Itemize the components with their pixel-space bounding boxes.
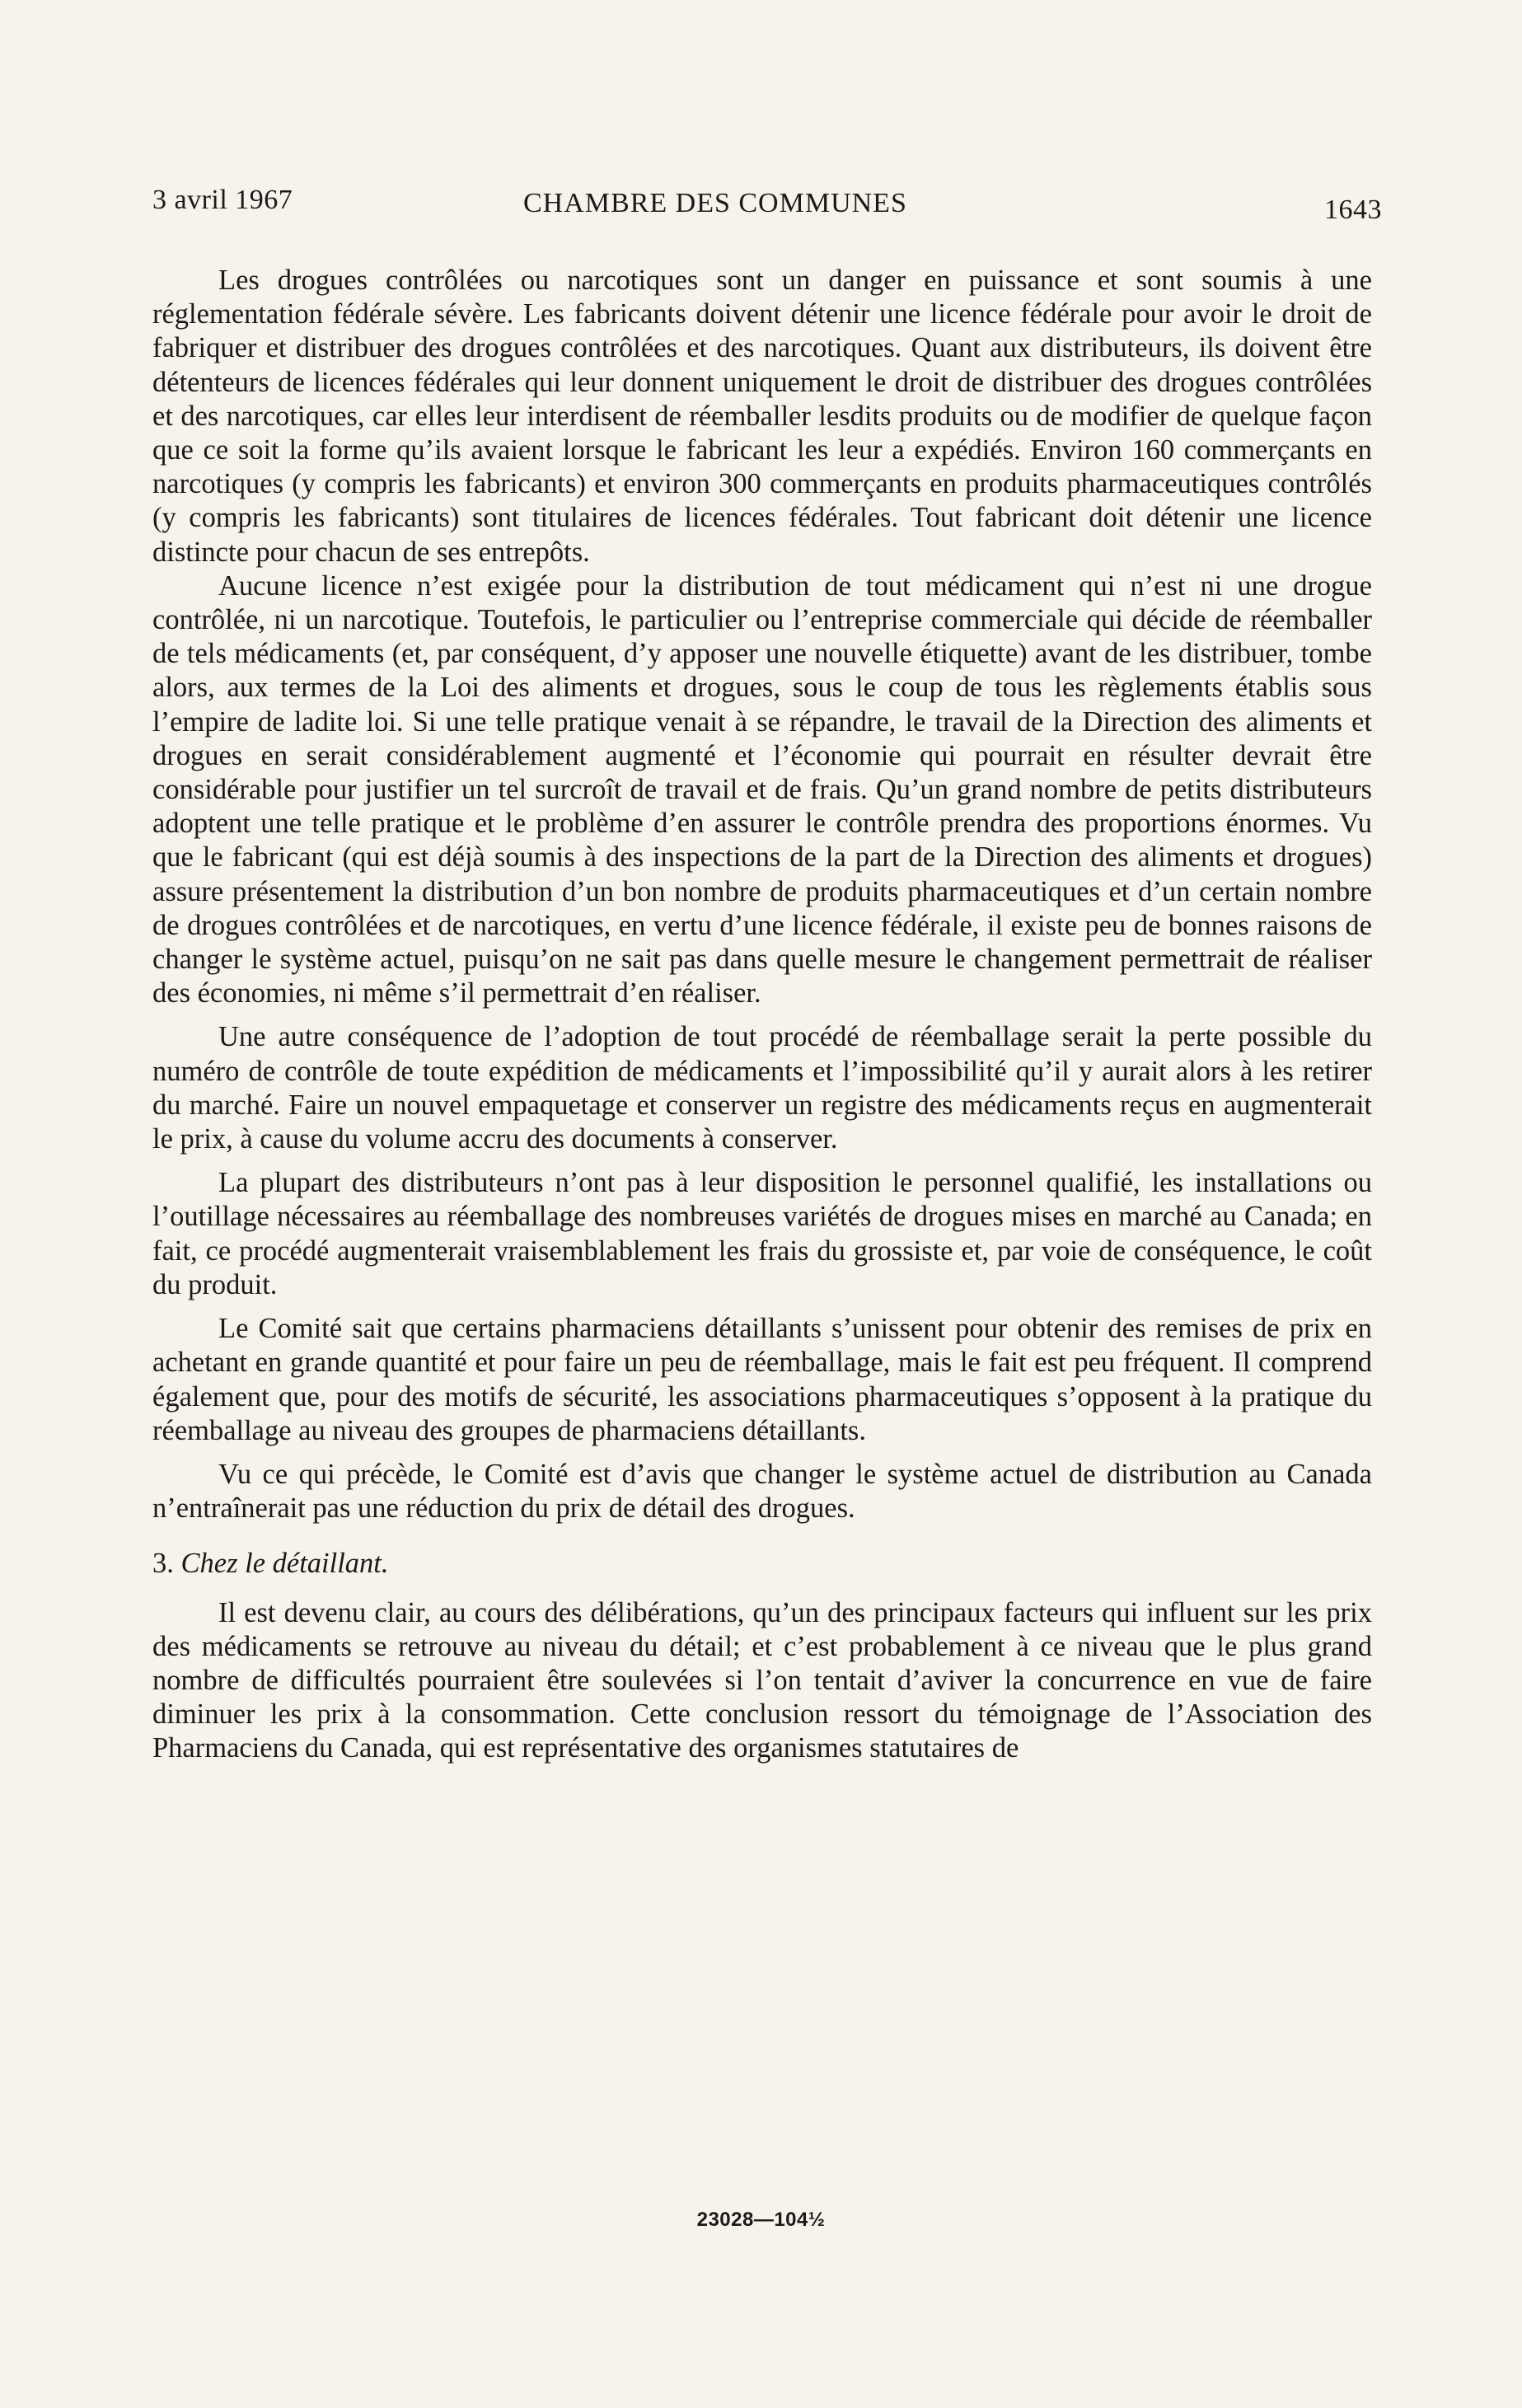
paragraph-committee-opinion: Vu ce qui précède, le Comité est d’avis que changer le système actuel de distribution au Canada n’entraînerait pas une réduction du prix de détail des drogues. bbox=[152, 1458, 1372, 1525]
header-chamber-title: CHAMBRE DES COMMUNES bbox=[523, 188, 907, 218]
section-title: Chez le détaillant. bbox=[180, 1548, 389, 1580]
paragraph-controlled-drugs: Les drogues contrôlées ou narcotiques sont un danger en puissance et sont soumis à une réglementation fédérale sévère. Les fabricants doivent détenir une licence fédérale pour avoir le droit de fabriquer et distribuer des drogues contrôlées et des narcotiques. Quant aux distributeurs, ils doivent être détenteurs de licences fédérales qui leur donnent uniquement le droit de distribuer des drogues contrôlées et des narcotiques, car elles leur interdisent de réemballer lesdits produits ou de modifier de quelque façon que ce soit la forme qu’ils avaient lorsque le fabricant les leur a expédiés. Environ 160 commerçants en narcotiques (y compris les fabricants) et environ 300 commerçants en produits pharmaceutiques contrôlés (y compris les fabricants) sont titulaires de licences fédérales. Tout fabricant doit détenir une licence distincte pour chacun de ses entrepôts. bbox=[152, 265, 1372, 568]
running-head bbox=[152, 180, 1382, 229]
printer-signature: 23028—104½ bbox=[696, 2209, 826, 2231]
paragraph-distributors-staff: La plupart des distributeurs n’ont pas à leur disposition le personnel qualifié, les installations ou l’outillage nécessaires au réemballage des nombreuses variétés de drogues mises en marché au Canada; en fait, ce procédé augmenterait vraisemblablement les frais du grossiste et, par voie de conséquence, le coût du produit. bbox=[152, 1167, 1372, 1300]
paragraph-repackaging-consequence: Une autre conséquence de l’adoption de tout procédé de réemballage serait la perte possible du numéro de contrôle de toute expédition de médicaments et l’impossibilité qu’il y aurait alors à les retirer du marché. Faire un nouvel empaquetage et conserver un registre des médicaments reçus en augmenterait le prix, à cause du volume accru des documents à conserver. bbox=[152, 1021, 1372, 1155]
paragraph-no-licence: Aucune licence n’est exigée pour la distribution de tout médicament qui n’est ni une drogue contrôlée, ni un narcotique. Toutefois, le particulier ou l’entreprise commerciale qui décide de réemballer de tels médicaments (et, par conséquent, d’y apposer une nouvelle étiquette) avant de les distribuer, tombe alors, aux termes de la Loi des aliments et drogues, sous le coup de tous les règlements établis sous l’empire de ladite loi. Si une telle pratique venait à se répandre, le travail de la Direction des aliments et drogues en serait considérablement augmenté et l’économie qui pourrait en résulter devrait être considérable pour justifier un tel surcroît de travail et de frais. Qu’un grand nombre de petits distributeurs adoptent une telle pratique et le problème d’en assurer le contrôle prendra des proportions énormes. Vu que le fabricant (qui est déjà soumis à des inspections de la part de la Direction des aliments et drogues) assure présentement la distribution d’un bon nombre de produits pharmaceutiques et d’un certain nombre de drogues contrôlées et de narcotiques, en vertu d’une licence fédérale, il existe peu de bonnes raisons de changer le système actuel, puisqu’on ne sait pas dans quelle mesure le changement permettrait de réaliser des économies, ni même s’il permettrait d’en réaliser. bbox=[152, 569, 1372, 1010]
paragraph-committee-knows: Le Comité sait que certains pharmaciens détaillants s’unissent pour obtenir des remises de prix en achetant en grande quantité et pour faire un peu de réemballage, mais le fait est peu fréquent. Il comprend également que, pour des motifs de sécurité, les associations pharmaceutiques s’opposent à la pratique du réemballage au niveau des groupes de pharmaciens détaillants. bbox=[152, 1313, 1372, 1446]
paragraph-retail-level: Il est devenu clair, au cours des délibérations, qu’un des principaux facteurs qui influent sur les prix des médicaments se retrouve au niveau du détail; et c’est probablement à ce niveau que le plus grand nombre de difficultés pourraient être soulevées si l’on tentait d’aviver la concurrence en vue de faire diminuer les prix à la consommation. Cette conclusion ressort du témoignage de l’Association des Pharmaciens du Canada, qui est représentative des organismes statutaires de bbox=[152, 1596, 1372, 1764]
body-text bbox=[152, 264, 1372, 1766]
header-date: 3 avril 1967 bbox=[152, 185, 293, 215]
section-number: 3. bbox=[152, 1548, 174, 1580]
header-page-number: 1643 bbox=[1324, 194, 1382, 225]
section-heading bbox=[152, 1547, 1372, 1581]
